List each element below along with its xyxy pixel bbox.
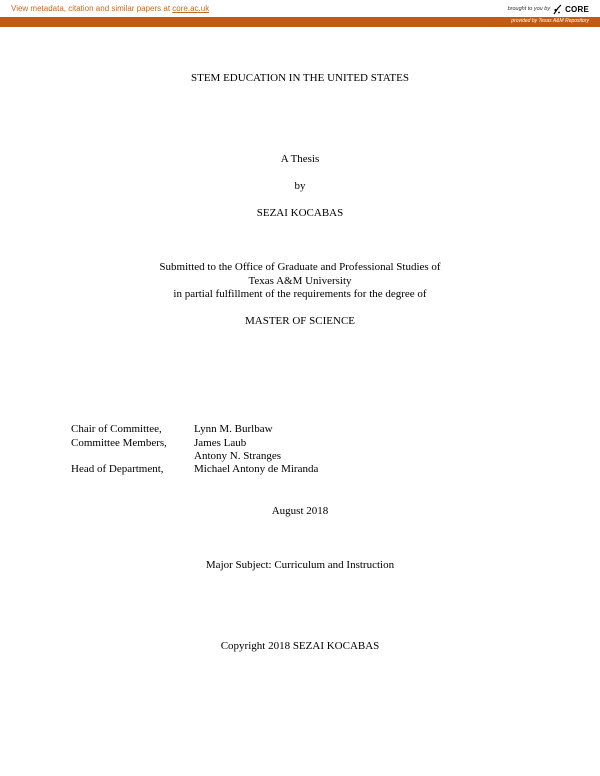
- committee-member-name: James Laub: [194, 437, 247, 449]
- committee-role: Chair of Committee,: [71, 423, 162, 435]
- submitted-line-2: Texas A&M University: [248, 275, 352, 287]
- core-brand[interactable]: [508, 2, 589, 16]
- by-text: by: [294, 180, 306, 192]
- core-banner: [0, 0, 600, 17]
- brought-by-text: brought to you by: [507, 6, 551, 12]
- doc-type: A Thesis: [280, 153, 320, 165]
- committee-role: Head of Department,: [71, 463, 164, 475]
- submission-date: August 2018: [271, 505, 329, 517]
- provided-by-text: provided by Texas A&M Repository: [511, 18, 589, 24]
- core-wordmark: CORE: [565, 4, 589, 14]
- thesis-title: STEM EDUCATION IN THE UNITED STATES: [191, 72, 409, 84]
- author-name: SEZAI KOCABAS: [256, 207, 344, 219]
- submitted-line-3: in partial fulfillment of the requirements for the degree of: [173, 288, 427, 300]
- committee-member-name: Lynn M. Burlbaw: [194, 423, 273, 435]
- committee-member-name: Michael Antony de Miranda: [194, 463, 319, 475]
- major-subject: Major Subject: Curriculum and Instruction: [205, 559, 395, 571]
- core-metadata-text: [11, 4, 209, 13]
- copyright-notice: Copyright 2018 SEZAI KOCABAS: [220, 640, 380, 652]
- core-link[interactable]: core.ac.uk: [172, 4, 210, 13]
- committee-member-name: Antony N. Stranges: [194, 450, 282, 462]
- committee-role: Committee Members,: [71, 437, 167, 449]
- core-logo-icon: [553, 4, 562, 15]
- core-provided-bar: [0, 17, 600, 27]
- submitted-line-1: Submitted to the Office of Graduate and Professional Studies of: [159, 261, 441, 273]
- core-link-prefix: View metadata, citation and similar papers at: [11, 4, 173, 13]
- degree-name: MASTER OF SCIENCE: [244, 315, 356, 327]
